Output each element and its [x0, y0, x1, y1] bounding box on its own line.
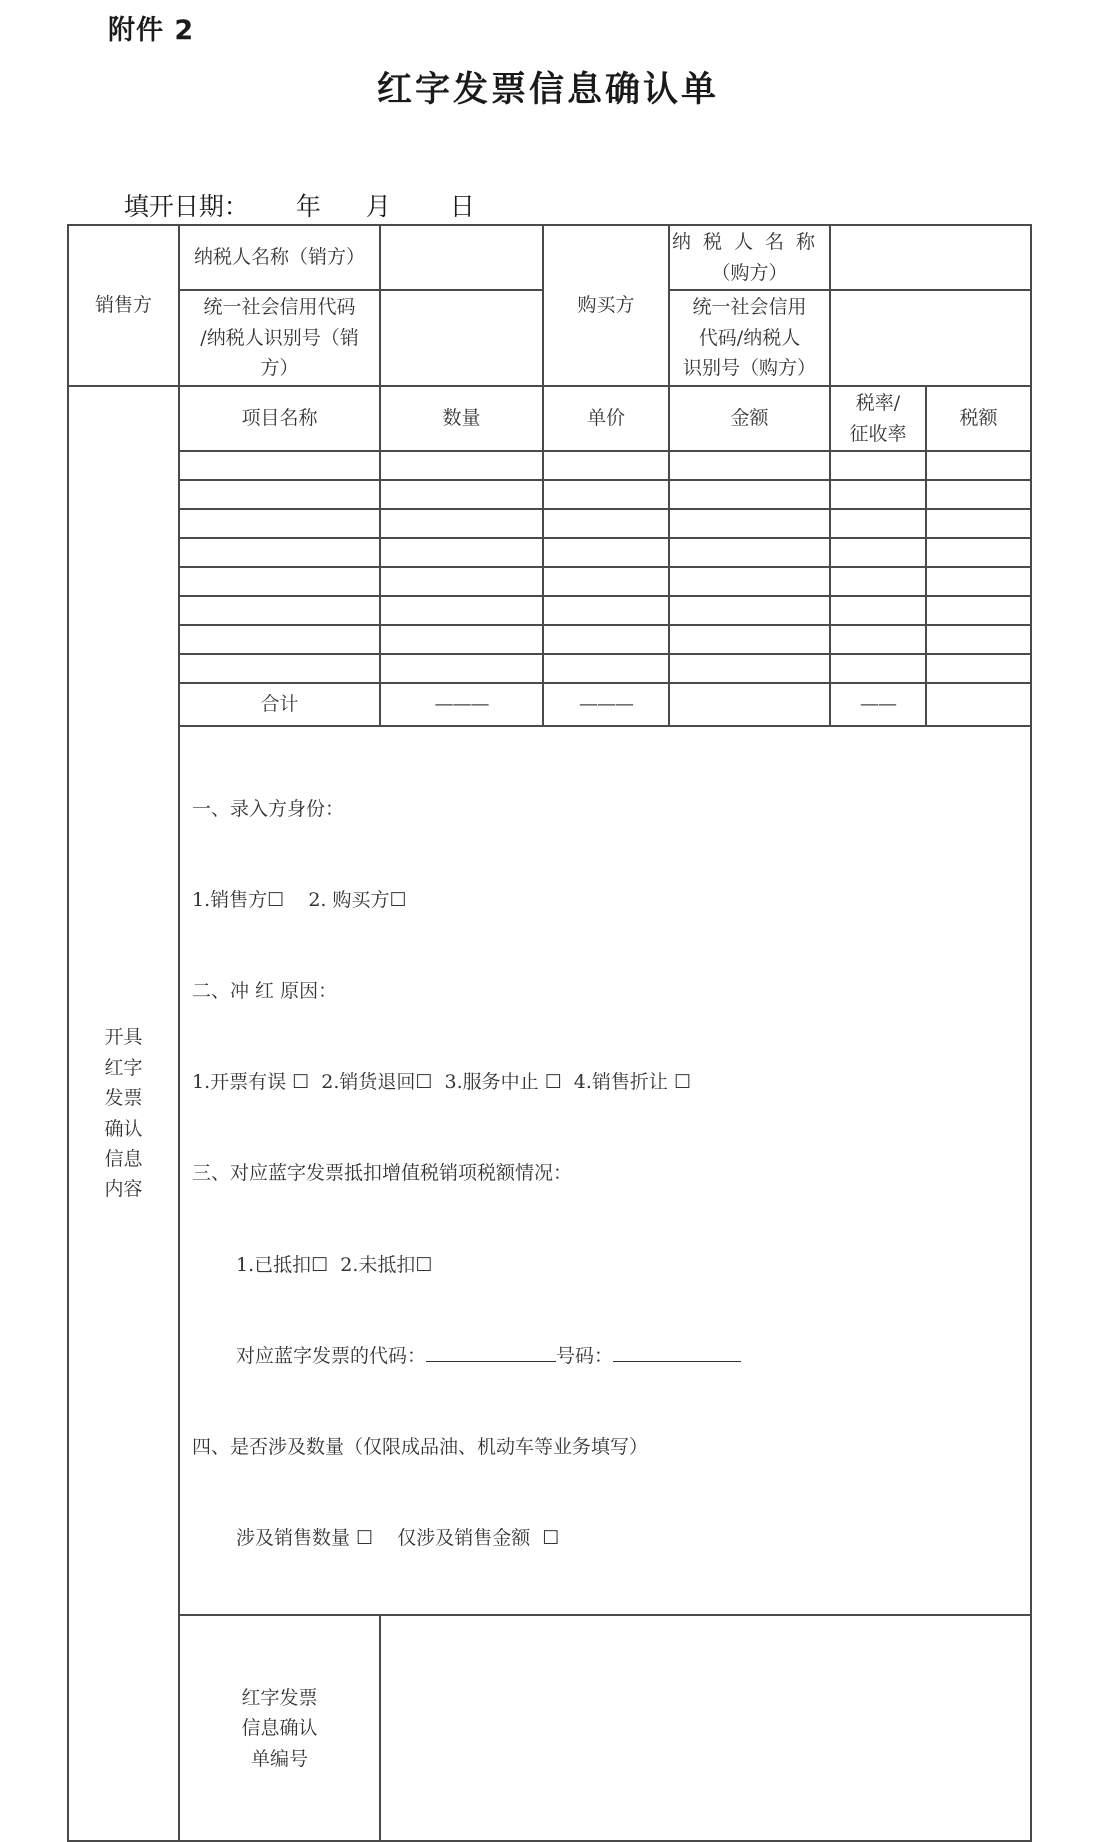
fill-date-line [108, 158, 475, 223]
item-tax-cell[interactable] [926, 596, 1031, 625]
item-name-cell[interactable] [179, 538, 380, 567]
info-line-identity-options: 1.销售方☐ 2. 购买方☐ [192, 888, 407, 911]
item-price-cell[interactable] [543, 596, 669, 625]
col-header-qty: 数量 [380, 386, 543, 451]
blue-invoice-code-label: 对应蓝字发票的代码： [236, 1344, 427, 1367]
buyer-code-label-line1: 统一社会信用 [692, 296, 807, 319]
buyer-code-label-line2: 代码/纳税人 [698, 326, 801, 349]
item-name-cell[interactable] [179, 654, 380, 683]
item-rate-cell[interactable] [830, 509, 926, 538]
confirmation-number-label-line3: 单编号 [250, 1747, 308, 1770]
seller-name-field[interactable] [380, 225, 543, 290]
item-tax-cell[interactable] [926, 625, 1031, 654]
seller-section-label: 销售方 [68, 225, 179, 386]
seller-code-label-line1: 统一社会信用代码 [203, 296, 356, 319]
buyer-section-label: 购买方 [543, 225, 669, 386]
confirmation-number-field[interactable] [380, 1615, 1031, 1841]
total-rate-dash: —— [830, 683, 926, 726]
table-row [68, 451, 1031, 480]
table-row [68, 538, 1031, 567]
item-rate-cell[interactable] [830, 538, 926, 567]
buyer-name-label [669, 225, 830, 290]
total-price-dash: ——— [543, 683, 669, 726]
info-line-quantity-options: 涉及销售数量 ☐ 仅涉及销售金额 ☐ [236, 1527, 560, 1550]
item-amount-cell[interactable] [669, 625, 830, 654]
seller-code-label-line3: 方） [260, 357, 299, 380]
blue-invoice-code-blank[interactable] [426, 1341, 556, 1362]
total-row [68, 683, 1031, 726]
items-section-label-line1: 开具 [104, 1026, 143, 1049]
info-line-deduction-options: 1.已抵扣☐ 2.未抵扣☐ [236, 1253, 433, 1276]
item-amount-cell[interactable] [669, 654, 830, 683]
col-header-price: 单价 [543, 386, 669, 451]
total-tax-cell[interactable] [926, 683, 1031, 726]
buyer-code-label-line3: 识别号（购方） [682, 357, 816, 380]
table-row [68, 567, 1031, 596]
party-name-row [68, 225, 1031, 290]
item-rate-cell[interactable] [830, 596, 926, 625]
item-rate-cell[interactable] [830, 625, 926, 654]
item-price-cell[interactable] [543, 509, 669, 538]
info-content [179, 726, 1031, 1615]
item-price-cell[interactable] [543, 654, 669, 683]
item-qty-cell[interactable] [380, 480, 543, 509]
item-price-cell[interactable] [543, 451, 669, 480]
item-qty-cell[interactable] [380, 596, 543, 625]
items-section-label-line4: 确认 [104, 1117, 143, 1140]
item-tax-cell[interactable] [926, 480, 1031, 509]
buyer-name-label-line1: 纳税人名称 [671, 231, 827, 254]
confirmation-number-label-line1: 红字发票 [241, 1686, 318, 1709]
date-year-label: 年 [295, 192, 321, 221]
items-section-label-line5: 信息 [104, 1148, 143, 1171]
item-amount-cell[interactable] [669, 451, 830, 480]
item-qty-cell[interactable] [380, 451, 543, 480]
item-name-cell[interactable] [179, 625, 380, 654]
item-rate-cell[interactable] [830, 654, 926, 683]
item-rate-cell[interactable] [830, 451, 926, 480]
item-qty-cell[interactable] [380, 567, 543, 596]
seller-code-label [179, 290, 380, 386]
item-tax-cell[interactable] [926, 654, 1031, 683]
seller-code-label-line2: /纳税人识别号（销 [200, 326, 359, 349]
item-price-cell[interactable] [543, 567, 669, 596]
date-day-label: 日 [449, 192, 475, 221]
info-line-reason-options: 1.开票有误 ☐ 2.销货退回☐ 3.服务中止 ☐ 4.销售折让 ☐ [192, 1071, 692, 1094]
items-section-label-line2: 红字 [104, 1056, 143, 1079]
col-header-rate-line1: 税率/ [855, 392, 901, 415]
page-title: 红字发票信息确认单 [376, 70, 719, 110]
items-section-label [68, 386, 179, 1841]
info-line-reason-heading: 二、冲 红 原因： [192, 980, 338, 1003]
item-tax-cell[interactable] [926, 567, 1031, 596]
item-qty-cell[interactable] [380, 654, 543, 683]
item-amount-cell[interactable] [669, 480, 830, 509]
table-row [68, 654, 1031, 683]
blue-invoice-number-blank[interactable] [613, 1341, 741, 1362]
col-header-amount: 金额 [669, 386, 830, 451]
items-section-label-line3: 发票 [104, 1087, 143, 1110]
date-label: 填开日期： [123, 192, 249, 221]
item-qty-cell[interactable] [380, 538, 543, 567]
item-name-cell[interactable] [179, 567, 380, 596]
total-qty-dash: ——— [380, 683, 543, 726]
item-price-cell[interactable] [543, 625, 669, 654]
seller-name-label: 纳税人名称（销方） [179, 225, 380, 290]
attachment-label: 附件 2 [108, 15, 195, 46]
seller-code-field[interactable] [380, 290, 543, 386]
item-name-cell[interactable] [179, 480, 380, 509]
buyer-code-label [669, 290, 830, 386]
items-header-row [68, 386, 1031, 451]
item-amount-cell[interactable] [669, 567, 830, 596]
table-row [68, 596, 1031, 625]
item-tax-cell[interactable] [926, 451, 1031, 480]
item-amount-cell[interactable] [669, 596, 830, 625]
info-line-identity-heading: 一、录入方身份： [192, 797, 345, 820]
buyer-code-field[interactable] [830, 290, 1031, 386]
item-name-cell[interactable] [179, 509, 380, 538]
item-amount-cell[interactable] [669, 509, 830, 538]
item-amount-cell[interactable] [669, 538, 830, 567]
confirmation-number-label-line2: 信息确认 [241, 1717, 318, 1740]
item-tax-cell[interactable] [926, 509, 1031, 538]
table-row [68, 480, 1031, 509]
col-header-rate-line2: 征收率 [849, 422, 907, 445]
col-header-rate [830, 386, 926, 451]
item-qty-cell[interactable] [380, 625, 543, 654]
info-row [68, 726, 1031, 1615]
table-row [68, 625, 1031, 654]
confirmation-form-table [67, 224, 1032, 1842]
buyer-name-field[interactable] [830, 225, 1031, 290]
item-name-cell[interactable] [179, 451, 380, 480]
item-qty-cell[interactable] [380, 509, 543, 538]
item-rate-cell[interactable] [830, 480, 926, 509]
item-rate-cell[interactable] [830, 567, 926, 596]
footer-row [68, 1615, 1031, 1841]
info-line-blue-invoice [192, 1341, 1020, 1371]
col-header-name: 项目名称 [179, 386, 380, 451]
total-amount-cell[interactable] [669, 683, 830, 726]
item-name-cell[interactable] [179, 596, 380, 625]
item-price-cell[interactable] [543, 538, 669, 567]
items-section-label-line6: 内容 [104, 1178, 143, 1201]
blue-invoice-number-label: 号码： [556, 1344, 614, 1367]
date-month-label: 月 [365, 192, 391, 221]
item-price-cell[interactable] [543, 480, 669, 509]
buyer-name-label-line2: （购方） [711, 261, 788, 284]
table-row [68, 509, 1031, 538]
info-line-quantity-heading: 四、是否涉及数量（仅限成品油、机动车等业务填写） [192, 1435, 649, 1458]
col-header-tax: 税额 [926, 386, 1031, 451]
confirmation-number-label [179, 1615, 380, 1841]
info-line-deduction-heading: 三、对应蓝字发票抵扣增值税销项税额情况： [192, 1162, 573, 1185]
total-label: 合计 [179, 683, 380, 726]
item-tax-cell[interactable] [926, 538, 1031, 567]
